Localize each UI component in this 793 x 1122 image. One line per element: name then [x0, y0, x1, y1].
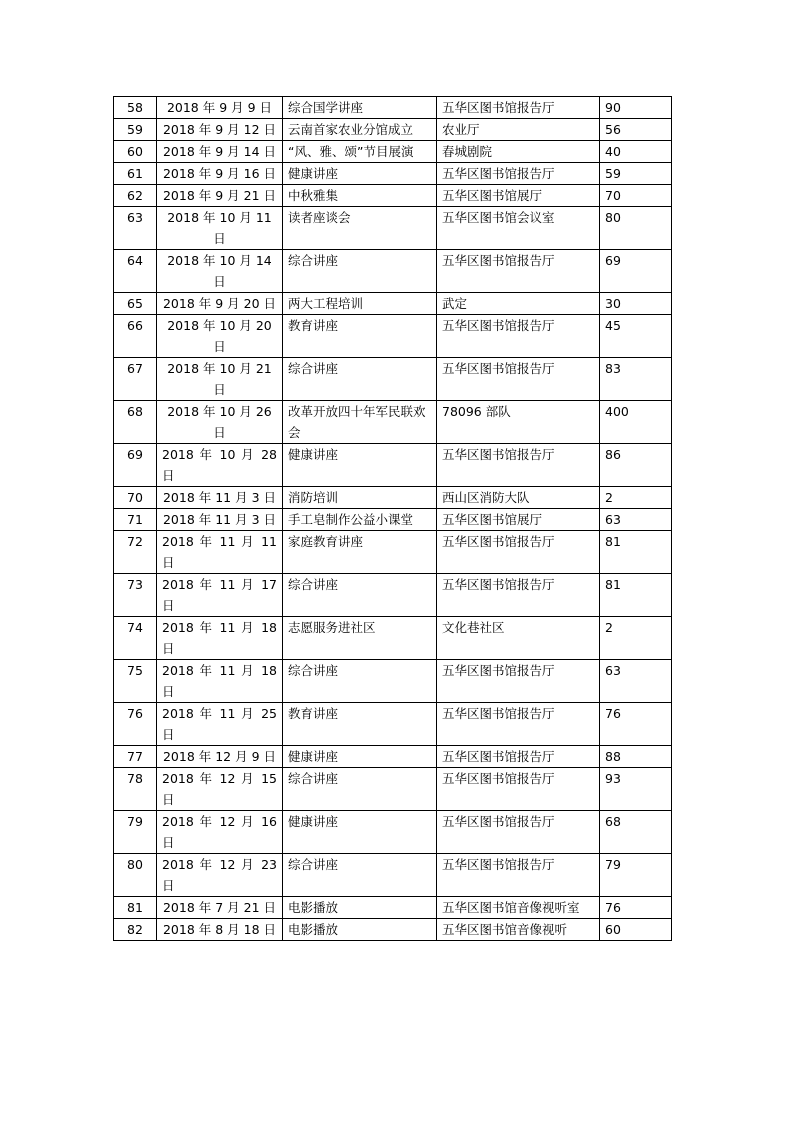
event-venue: 五华区图书馆报告厅	[437, 358, 600, 401]
event-venue: 西山区消防大队	[437, 487, 600, 509]
row-number: 73	[114, 574, 157, 617]
row-number: 64	[114, 250, 157, 293]
attendee-count: 88	[600, 746, 672, 768]
event-name: 教育讲座	[283, 315, 437, 358]
row-number: 71	[114, 509, 157, 531]
table-row	[114, 293, 672, 315]
event-date: 2018 年 12 月 23 日	[157, 854, 283, 897]
table-row	[114, 358, 672, 401]
row-number: 58	[114, 97, 157, 119]
event-name: 中秋雅集	[283, 185, 437, 207]
row-number: 78	[114, 768, 157, 811]
event-venue: 五华区图书馆报告厅	[437, 768, 600, 811]
event-venue: 五华区图书馆报告厅	[437, 660, 600, 703]
event-date: 2018 年 11 月 25 日	[157, 703, 283, 746]
event-date: 2018 年 10 月 14 日	[157, 250, 283, 293]
attendee-count: 59	[600, 163, 672, 185]
attendee-count: 45	[600, 315, 672, 358]
row-number: 76	[114, 703, 157, 746]
row-number: 68	[114, 401, 157, 444]
attendee-count: 63	[600, 509, 672, 531]
table-row	[114, 207, 672, 250]
event-venue: 五华区图书馆展厅	[437, 185, 600, 207]
event-date: 2018 年 12 月 9 日	[157, 746, 283, 768]
table-row	[114, 531, 672, 574]
event-venue: 78096 部队	[437, 401, 600, 444]
event-date: 2018 年 10 月 28 日	[157, 444, 283, 487]
event-name: 综合讲座	[283, 768, 437, 811]
attendee-count: 68	[600, 811, 672, 854]
event-venue: 五华区图书馆报告厅	[437, 531, 600, 574]
event-venue: 五华区图书馆报告厅	[437, 746, 600, 768]
event-venue: 五华区图书馆报告厅	[437, 315, 600, 358]
event-venue: 春城剧院	[437, 141, 600, 163]
table-row	[114, 617, 672, 660]
attendee-count: 83	[600, 358, 672, 401]
table-row	[114, 444, 672, 487]
event-name: 电影播放	[283, 897, 437, 919]
event-date: 2018 年 8 月 18 日	[157, 919, 283, 941]
event-date: 2018 年 11 月 3 日	[157, 487, 283, 509]
event-name: 教育讲座	[283, 703, 437, 746]
event-date: 2018 年 10 月 21 日	[157, 358, 283, 401]
event-name: 云南首家农业分馆成立	[283, 119, 437, 141]
event-date: 2018 年 11 月 3 日	[157, 509, 283, 531]
row-number: 69	[114, 444, 157, 487]
event-name: 电影播放	[283, 919, 437, 941]
event-name: 改革开放四十年军民联欢会	[283, 401, 437, 444]
attendee-count: 30	[600, 293, 672, 315]
table-row	[114, 185, 672, 207]
event-name: 健康讲座	[283, 811, 437, 854]
table-row	[114, 401, 672, 444]
row-number: 67	[114, 358, 157, 401]
event-date: 2018 年 12 月 16 日	[157, 811, 283, 854]
event-date: 2018 年 9 月 20 日	[157, 293, 283, 315]
event-venue: 五华区图书馆报告厅	[437, 444, 600, 487]
event-venue: 五华区图书馆报告厅	[437, 854, 600, 897]
attendee-count: 86	[600, 444, 672, 487]
event-venue: 五华区图书馆会议室	[437, 207, 600, 250]
attendee-count: 70	[600, 185, 672, 207]
row-number: 63	[114, 207, 157, 250]
row-number: 70	[114, 487, 157, 509]
attendee-count: 81	[600, 574, 672, 617]
row-number: 82	[114, 919, 157, 941]
attendee-count: 76	[600, 897, 672, 919]
row-number: 75	[114, 660, 157, 703]
event-name: 家庭教育讲座	[283, 531, 437, 574]
event-venue: 五华区图书馆报告厅	[437, 97, 600, 119]
event-date: 2018 年 9 月 16 日	[157, 163, 283, 185]
row-number: 65	[114, 293, 157, 315]
row-number: 79	[114, 811, 157, 854]
event-venue: 武定	[437, 293, 600, 315]
event-name: 综合讲座	[283, 358, 437, 401]
row-number: 77	[114, 746, 157, 768]
event-name: 健康讲座	[283, 163, 437, 185]
event-date: 2018 年 11 月 18 日	[157, 617, 283, 660]
event-venue: 五华区图书馆音像视听室	[437, 897, 600, 919]
table-row	[114, 250, 672, 293]
table-row	[114, 487, 672, 509]
table-row	[114, 768, 672, 811]
table-row	[114, 811, 672, 854]
row-number: 60	[114, 141, 157, 163]
table-row	[114, 119, 672, 141]
event-date: 2018 年 11 月 17 日	[157, 574, 283, 617]
attendee-count: 63	[600, 660, 672, 703]
event-date: 2018 年 12 月 15 日	[157, 768, 283, 811]
attendee-count: 69	[600, 250, 672, 293]
event-name: 综合讲座	[283, 574, 437, 617]
attendee-count: 60	[600, 919, 672, 941]
row-number: 72	[114, 531, 157, 574]
event-name: 志愿服务进社区	[283, 617, 437, 660]
attendee-count: 80	[600, 207, 672, 250]
table-row	[114, 574, 672, 617]
event-date: 2018 年 7 月 21 日	[157, 897, 283, 919]
table-row	[114, 854, 672, 897]
table-row	[114, 163, 672, 185]
row-number: 61	[114, 163, 157, 185]
attendee-count: 93	[600, 768, 672, 811]
row-number: 62	[114, 185, 157, 207]
event-name: “风、雅、颂”节目展演	[283, 141, 437, 163]
event-venue: 五华区图书馆报告厅	[437, 703, 600, 746]
event-date: 2018 年 10 月 20 日	[157, 315, 283, 358]
event-name: 综合讲座	[283, 854, 437, 897]
events-table	[113, 96, 672, 941]
event-date: 2018 年 11 月 18 日	[157, 660, 283, 703]
attendee-count: 81	[600, 531, 672, 574]
attendee-count: 2	[600, 617, 672, 660]
event-name: 健康讲座	[283, 746, 437, 768]
event-venue: 五华区图书馆报告厅	[437, 250, 600, 293]
row-number: 81	[114, 897, 157, 919]
attendee-count: 76	[600, 703, 672, 746]
event-name: 健康讲座	[283, 444, 437, 487]
event-date: 2018 年 9 月 12 日	[157, 119, 283, 141]
event-name: 综合讲座	[283, 660, 437, 703]
table-row	[114, 315, 672, 358]
event-venue: 五华区图书馆报告厅	[437, 574, 600, 617]
event-name: 消防培训	[283, 487, 437, 509]
row-number: 66	[114, 315, 157, 358]
event-date: 2018 年 10 月 11 日	[157, 207, 283, 250]
event-venue: 文化巷社区	[437, 617, 600, 660]
event-venue: 农业厅	[437, 119, 600, 141]
table-row	[114, 660, 672, 703]
events-table-body	[114, 97, 672, 941]
attendee-count: 40	[600, 141, 672, 163]
event-date: 2018 年 9 月 14 日	[157, 141, 283, 163]
row-number: 74	[114, 617, 157, 660]
table-row	[114, 919, 672, 941]
event-venue: 五华区图书馆报告厅	[437, 811, 600, 854]
event-venue: 五华区图书馆展厅	[437, 509, 600, 531]
event-venue: 五华区图书馆音像视听	[437, 919, 600, 941]
event-name: 综合讲座	[283, 250, 437, 293]
row-number: 59	[114, 119, 157, 141]
table-row	[114, 141, 672, 163]
table-row	[114, 897, 672, 919]
attendee-count: 400	[600, 401, 672, 444]
attendee-count: 2	[600, 487, 672, 509]
event-venue: 五华区图书馆报告厅	[437, 163, 600, 185]
event-date: 2018 年 9 月 21 日	[157, 185, 283, 207]
event-date: 2018 年 9 月 9 日	[157, 97, 283, 119]
event-date: 2018 年 10 月 26 日	[157, 401, 283, 444]
table-row	[114, 703, 672, 746]
event-name: 读者座谈会	[283, 207, 437, 250]
event-name: 综合国学讲座	[283, 97, 437, 119]
row-number: 80	[114, 854, 157, 897]
attendee-count: 90	[600, 97, 672, 119]
table-row	[114, 746, 672, 768]
event-date: 2018 年 11 月 11 日	[157, 531, 283, 574]
attendee-count: 56	[600, 119, 672, 141]
attendee-count: 79	[600, 854, 672, 897]
event-name: 手工皂制作公益小课堂	[283, 509, 437, 531]
table-row	[114, 509, 672, 531]
event-name: 两大工程培训	[283, 293, 437, 315]
table-row	[114, 97, 672, 119]
